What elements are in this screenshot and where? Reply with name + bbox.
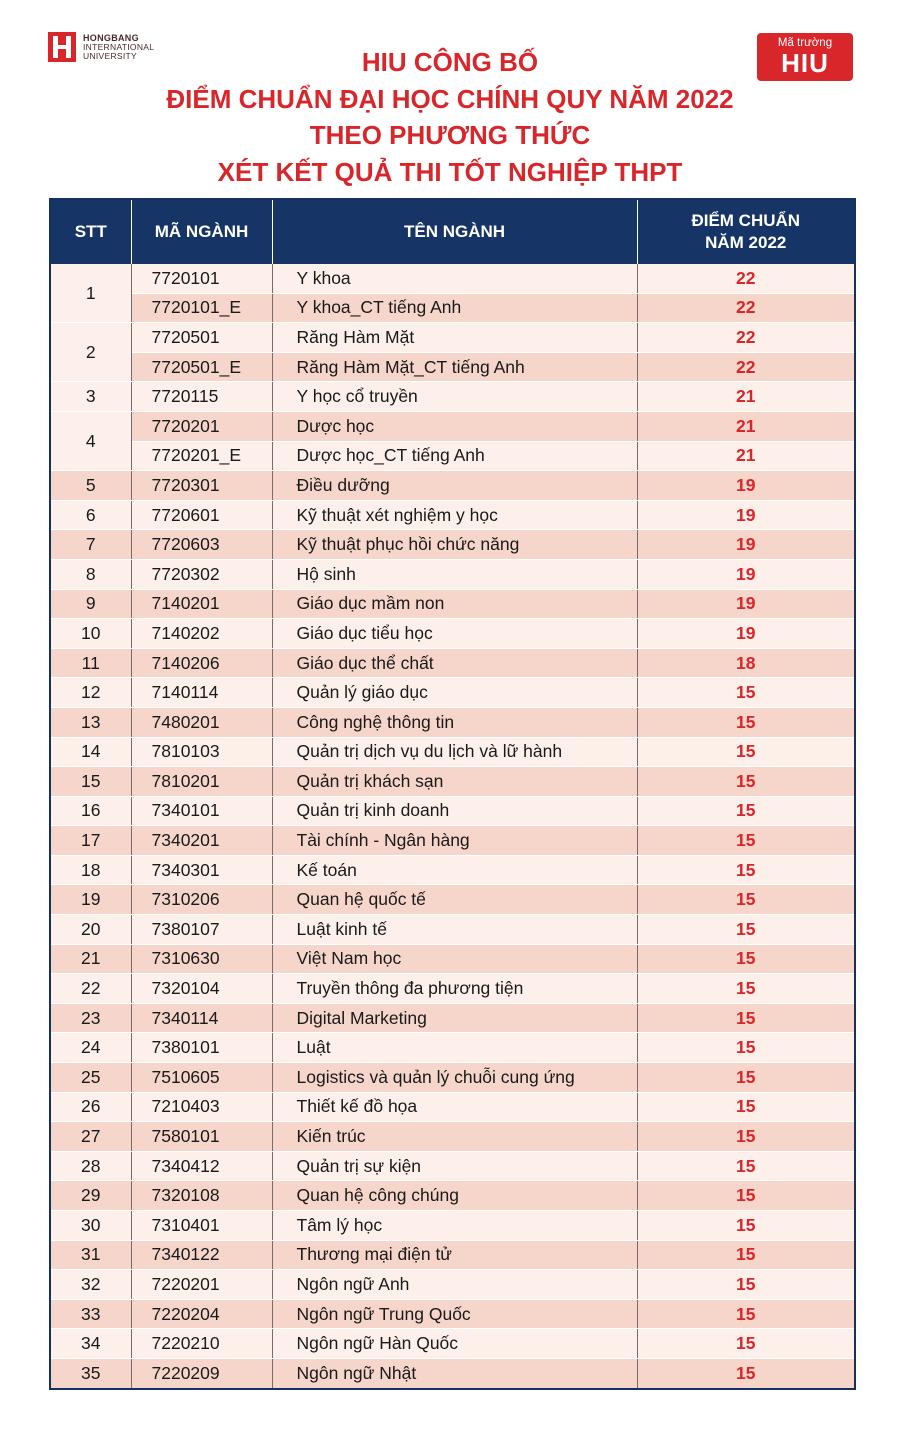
cell-stt: 28 <box>50 1151 131 1181</box>
table-row <box>50 796 855 826</box>
cell-name: Quản trị kinh doanh <box>272 796 637 826</box>
cell-code: 7220204 <box>131 1299 272 1329</box>
cell-score: 15 <box>637 678 855 708</box>
table-row <box>50 885 855 915</box>
cell-stt: 1 <box>50 264 131 323</box>
table-row <box>50 441 855 471</box>
cell-score: 15 <box>637 974 855 1004</box>
badge-label: Mã trường <box>777 37 833 49</box>
cell-name: Quản trị dịch vụ du lịch và lữ hành <box>272 737 637 767</box>
cell-name: Quan hệ công chúng <box>272 1181 637 1211</box>
logo-line-2: INTERNATIONAL <box>83 41 155 52</box>
cell-score: 21 <box>637 382 855 412</box>
cell-score: 15 <box>637 767 855 797</box>
cell-code: 7210403 <box>131 1092 272 1122</box>
cell-name: Ngôn ngữ Anh <box>272 1270 637 1300</box>
cell-stt: 21 <box>50 944 131 974</box>
cell-name: Quan hệ quốc tế <box>272 885 637 915</box>
cell-name: Y khoa_CT tiếng Anh <box>272 293 637 323</box>
table-row <box>50 1151 855 1181</box>
cell-stt: 17 <box>50 826 131 856</box>
cell-name: Truyền thông đa phương tiện <box>272 974 637 1004</box>
table-row <box>50 471 855 501</box>
table-row <box>50 1299 855 1329</box>
cell-code: 7720101_E <box>131 293 272 323</box>
cell-score: 19 <box>637 500 855 530</box>
cell-stt: 24 <box>50 1033 131 1063</box>
cell-stt: 25 <box>50 1063 131 1093</box>
cell-code: 7340114 <box>131 1003 272 1033</box>
table-row <box>50 619 855 649</box>
cell-name: Y học cổ truyền <box>272 382 637 412</box>
cell-code: 7320104 <box>131 974 272 1004</box>
title-line-1: HIU CÔNG BỐ <box>361 47 539 77</box>
cell-stt: 35 <box>50 1358 131 1388</box>
cell-stt: 20 <box>50 915 131 945</box>
cell-stt: 4 <box>50 411 131 470</box>
cell-code: 7380101 <box>131 1033 272 1063</box>
cell-name: Logistics và quản lý chuỗi cung ứng <box>272 1063 637 1093</box>
table-row <box>50 1092 855 1122</box>
cell-stt: 3 <box>50 382 131 412</box>
cell-score: 15 <box>637 1151 855 1181</box>
cell-score: 15 <box>637 885 855 915</box>
cell-code: 7140114 <box>131 678 272 708</box>
cell-code: 7580101 <box>131 1122 272 1152</box>
table-row <box>50 323 855 353</box>
table-row <box>50 382 855 412</box>
cell-score: 15 <box>637 1063 855 1093</box>
cell-name: Quản trị khách sạn <box>272 767 637 797</box>
cell-name: Luật kinh tế <box>272 915 637 945</box>
table-row <box>50 944 855 974</box>
cell-stt: 22 <box>50 974 131 1004</box>
cell-score: 19 <box>637 530 855 560</box>
cell-code: 7380107 <box>131 915 272 945</box>
table-row <box>50 264 855 293</box>
cell-stt: 32 <box>50 1270 131 1300</box>
cell-code: 7310630 <box>131 944 272 974</box>
header-stt: STT <box>50 199 131 264</box>
cell-name: Luật <box>272 1033 637 1063</box>
table-row <box>50 589 855 619</box>
cell-code: 7220209 <box>131 1358 272 1388</box>
cell-score: 15 <box>637 1092 855 1122</box>
cell-stt: 12 <box>50 678 131 708</box>
cell-code: 7340122 <box>131 1240 272 1270</box>
cell-name: Kế toán <box>272 855 637 885</box>
logo-line-1: HONGBANG <box>83 32 139 43</box>
cell-code: 7720201 <box>131 411 272 441</box>
table-row <box>50 1270 855 1300</box>
cell-name: Kỹ thuật xét nghiệm y học <box>272 500 637 530</box>
table-row <box>50 1003 855 1033</box>
table-row <box>50 707 855 737</box>
cell-stt: 2 <box>50 323 131 382</box>
table-row <box>50 530 855 560</box>
cell-code: 7220210 <box>131 1329 272 1359</box>
cell-code: 7310401 <box>131 1211 272 1241</box>
cell-name: Công nghệ thông tin <box>272 707 637 737</box>
cell-stt: 23 <box>50 1003 131 1033</box>
header-name: TÊN NGÀNH <box>272 199 637 264</box>
cell-stt: 26 <box>50 1092 131 1122</box>
cell-score: 22 <box>637 264 855 293</box>
cell-code: 7320108 <box>131 1181 272 1211</box>
cell-stt: 18 <box>50 855 131 885</box>
cell-score: 15 <box>637 1358 855 1388</box>
table-row <box>50 411 855 441</box>
cell-code: 7510605 <box>131 1063 272 1093</box>
cell-name: Kỹ thuật phục hồi chức năng <box>272 530 637 560</box>
cell-code: 7720603 <box>131 530 272 560</box>
cell-code: 7720302 <box>131 559 272 589</box>
cell-name: Ngôn ngữ Nhật <box>272 1358 637 1388</box>
logo-line-3: UNIVERSITY <box>83 50 138 61</box>
cell-score: 15 <box>637 915 855 945</box>
cell-name: Quản trị sự kiện <box>272 1151 637 1181</box>
cell-name: Ngôn ngữ Trung Quốc <box>272 1299 637 1329</box>
cell-code: 7720601 <box>131 500 272 530</box>
cell-score: 15 <box>637 1329 855 1359</box>
table-row <box>50 1329 855 1359</box>
cell-stt: 29 <box>50 1181 131 1211</box>
table-row <box>50 915 855 945</box>
cell-stt: 5 <box>50 471 131 501</box>
cell-score: 15 <box>637 1122 855 1152</box>
table-body <box>50 264 855 1389</box>
cell-stt: 34 <box>50 1329 131 1359</box>
title-line-3: THEO PHƯƠNG THỨC <box>309 120 591 150</box>
title-line-2: ĐIỂM CHUẨN ĐẠI HỌC CHÍNH QUY NĂM 2022 <box>166 83 734 114</box>
cell-code: 7720501_E <box>131 352 272 382</box>
cell-code: 7140206 <box>131 648 272 678</box>
table-row <box>50 648 855 678</box>
cell-code: 7720501 <box>131 323 272 353</box>
table-row <box>50 855 855 885</box>
table-row <box>50 293 855 323</box>
cell-code: 7310206 <box>131 885 272 915</box>
cell-name: Tâm lý học <box>272 1211 637 1241</box>
cell-name: Giáo dục thể chất <box>272 648 637 678</box>
cell-name: Răng Hàm Mặt <box>272 323 637 353</box>
cell-name: Kiến trúc <box>272 1122 637 1152</box>
cell-score: 15 <box>637 1299 855 1329</box>
cell-score: 22 <box>637 323 855 353</box>
cell-score: 15 <box>637 707 855 737</box>
cell-code: 7720301 <box>131 471 272 501</box>
table-row <box>50 678 855 708</box>
cell-stt: 16 <box>50 796 131 826</box>
table-header-row <box>50 199 855 264</box>
cell-stt: 19 <box>50 885 131 915</box>
table-row <box>50 352 855 382</box>
cell-stt: 31 <box>50 1240 131 1270</box>
cell-score: 19 <box>637 589 855 619</box>
cell-name: Giáo dục tiểu học <box>272 619 637 649</box>
cell-name: Dược học <box>272 411 637 441</box>
cell-score: 18 <box>637 648 855 678</box>
badge-code: HIU <box>781 48 829 78</box>
cell-name: Thương mại điện tử <box>272 1240 637 1270</box>
title-line-4: XÉT KẾT QUẢ THI TỐT NGHIỆP THPT <box>217 156 683 187</box>
cell-stt: 30 <box>50 1211 131 1241</box>
cell-stt: 7 <box>50 530 131 560</box>
cell-name: Điều dưỡng <box>272 471 637 501</box>
table-row <box>50 500 855 530</box>
cell-name: Hộ sinh <box>272 559 637 589</box>
cell-code: 7720115 <box>131 382 272 412</box>
cell-stt: 9 <box>50 589 131 619</box>
cell-code: 7720201_E <box>131 441 272 471</box>
table-row <box>50 1033 855 1063</box>
cell-code: 7340301 <box>131 855 272 885</box>
table-row <box>50 737 855 767</box>
table-row <box>50 559 855 589</box>
table-row <box>50 974 855 1004</box>
cell-name: Y khoa <box>272 264 637 293</box>
cell-code: 7340412 <box>131 1151 272 1181</box>
cell-code: 7340201 <box>131 826 272 856</box>
table-row <box>50 1122 855 1152</box>
table-row <box>50 1211 855 1241</box>
table-row <box>50 826 855 856</box>
cell-score: 15 <box>637 1240 855 1270</box>
cell-stt: 11 <box>50 648 131 678</box>
cell-name: Quản lý giáo dục <box>272 678 637 708</box>
cell-stt: 6 <box>50 500 131 530</box>
header-score: ĐIỂM CHUẨN NĂM 2022 <box>637 199 855 264</box>
cell-code: 7720101 <box>131 264 272 293</box>
table-row <box>50 1240 855 1270</box>
cell-score: 15 <box>637 1033 855 1063</box>
cell-score: 21 <box>637 411 855 441</box>
cell-score: 21 <box>637 441 855 471</box>
cell-name: Việt Nam học <box>272 944 637 974</box>
cell-score: 15 <box>637 855 855 885</box>
cell-name: Digital Marketing <box>272 1003 637 1033</box>
cell-name: Răng Hàm Mặt_CT tiếng Anh <box>272 352 637 382</box>
cell-score: 15 <box>637 826 855 856</box>
cell-name: Giáo dục mầm non <box>272 589 637 619</box>
cell-score: 19 <box>637 619 855 649</box>
cell-score: 15 <box>637 1003 855 1033</box>
cell-score: 15 <box>637 944 855 974</box>
cell-score: 19 <box>637 471 855 501</box>
cell-score: 15 <box>637 1211 855 1241</box>
cell-stt: 33 <box>50 1299 131 1329</box>
cell-score: 19 <box>637 559 855 589</box>
cell-score: 15 <box>637 1270 855 1300</box>
cell-score: 22 <box>637 352 855 382</box>
cell-code: 7140201 <box>131 589 272 619</box>
cell-stt: 8 <box>50 559 131 589</box>
table-row <box>50 1358 855 1388</box>
cell-name: Ngôn ngữ Hàn Quốc <box>272 1329 637 1359</box>
cell-score: 15 <box>637 796 855 826</box>
cell-code: 7480201 <box>131 707 272 737</box>
admission-score-table <box>49 198 856 1390</box>
cell-code: 7810201 <box>131 767 272 797</box>
cell-stt: 15 <box>50 767 131 797</box>
cell-stt: 13 <box>50 707 131 737</box>
cell-score: 22 <box>637 293 855 323</box>
cell-score: 15 <box>637 737 855 767</box>
cell-name: Thiết kế đồ họa <box>272 1092 637 1122</box>
header-code: MÃ NGÀNH <box>131 199 272 264</box>
table-row <box>50 1181 855 1211</box>
cell-code: 7140202 <box>131 619 272 649</box>
cell-stt: 27 <box>50 1122 131 1152</box>
cell-code: 7220201 <box>131 1270 272 1300</box>
cell-stt: 10 <box>50 619 131 649</box>
table-row <box>50 767 855 797</box>
table-row <box>50 1063 855 1093</box>
cell-code: 7340101 <box>131 796 272 826</box>
cell-name: Tài chính - Ngân hàng <box>272 826 637 856</box>
cell-name: Dược học_CT tiếng Anh <box>272 441 637 471</box>
cell-stt: 14 <box>50 737 131 767</box>
cell-score: 15 <box>637 1181 855 1211</box>
cell-code: 7810103 <box>131 737 272 767</box>
